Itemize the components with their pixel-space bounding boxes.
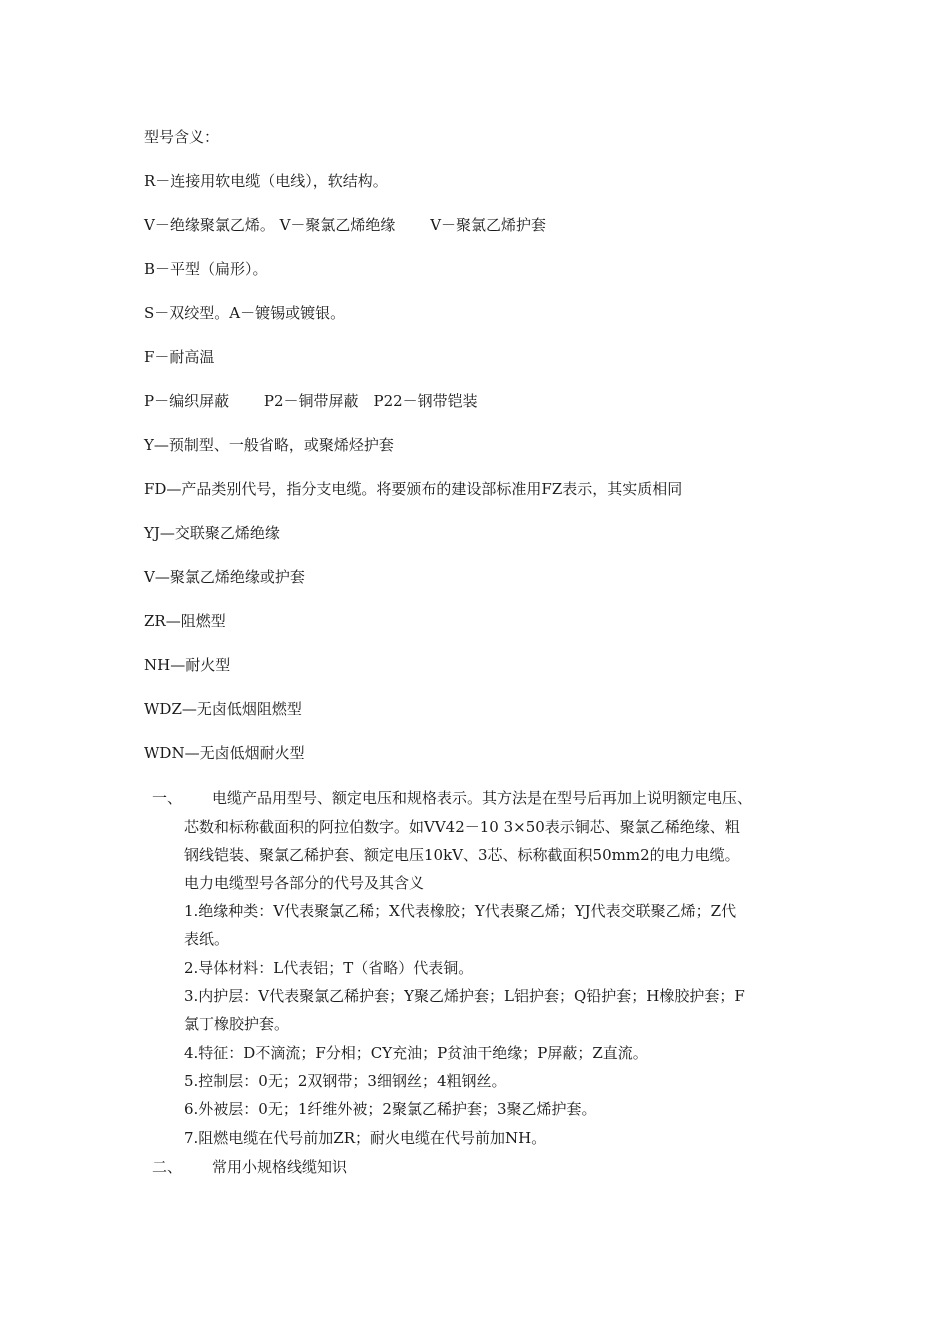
section-1-number: 一、	[152, 789, 183, 807]
section-1-line: 6.外被层：0无；1纤维外被；2聚氯乙稀护套；3聚乙烯护套。	[184, 1100, 597, 1118]
definition-line: FD—产品类别代号，指分支电缆。将要颁布的建设部标准用FZ表示，其实质相同	[144, 480, 683, 498]
section-1-line: 电力电缆型号各部分的代号及其含义	[184, 874, 425, 892]
definition-line: NH—耐火型	[144, 656, 231, 674]
definition-line: Y—预制型、一般省略，或聚烯烃护套	[144, 436, 394, 454]
section-1-line: 电缆产品用型号、额定电压和规格表示。其方法是在型号后再加上说明额定电压、	[212, 789, 753, 807]
section-1-line: 2.导体材料：L代表铝；T（省略）代表铜。	[184, 959, 474, 977]
definition-line: V—聚氯乙烯绝缘或护套	[144, 568, 305, 586]
definition-line: WDZ—无卤低烟阻燃型	[144, 700, 302, 718]
section-1-line: 7.阻燃电缆在代号前加ZR；耐火电缆在代号前加NH。	[184, 1129, 547, 1147]
section-2-title: 常用小规格线缆知识	[212, 1158, 348, 1176]
definition-line: WDN—无卤低烟耐火型	[144, 744, 305, 762]
section-1-line: 芯数和标称截面积的阿拉伯数字。如VV42－10 3×50表示铜芯、聚氯乙稀绝缘、粗	[184, 818, 740, 836]
section-1-line: 氯丁橡胶护套。	[184, 1015, 290, 1033]
section-2-number: 二、	[152, 1158, 183, 1176]
definition-line: R－连接用软电缆（电线），软结构。	[144, 172, 388, 190]
section-1-line: 3.内护层：V代表聚氯乙稀护套；Y聚乙烯护套；L铝护套；Q铅护套；H橡胶护套；F	[184, 987, 745, 1005]
definition-line: F－耐高温	[144, 348, 215, 366]
definition-line: V－绝缘聚氯乙烯。 V－聚氯乙烯绝缘 V－聚氯乙烯护套	[144, 216, 547, 234]
section-1-line: 5.控制层：0无；2双钢带；3细钢丝；4粗钢丝。	[184, 1072, 507, 1090]
section-1-line: 钢线铠装、聚氯乙稀护套、额定电压10kV、3芯、标称截面积50mm2的电力电缆。	[184, 846, 740, 864]
definitions-heading: 型号含义：	[144, 128, 220, 146]
definition-line: S－双绞型。A－镀锡或镀银。	[144, 304, 346, 322]
definition-line: YJ—交联聚乙烯绝缘	[144, 524, 280, 542]
section-1-line: 表纸。	[184, 930, 230, 948]
definition-line: P－编织屏蔽 P2－铜带屏蔽 P22－钢带铠装	[144, 392, 478, 410]
definition-line: B－平型（扁形）。	[144, 260, 268, 278]
definition-line: ZR—阻燃型	[144, 612, 226, 630]
section-1-line: 1.绝缘种类：V代表聚氯乙稀；X代表橡胶；Y代表聚乙烯；YJ代表交联聚乙烯；Z代	[184, 902, 737, 920]
section-1-line: 4.特征：D不滴流；F分相；CY充油；P贫油干绝缘；P屏蔽；Z直流。	[184, 1044, 648, 1062]
